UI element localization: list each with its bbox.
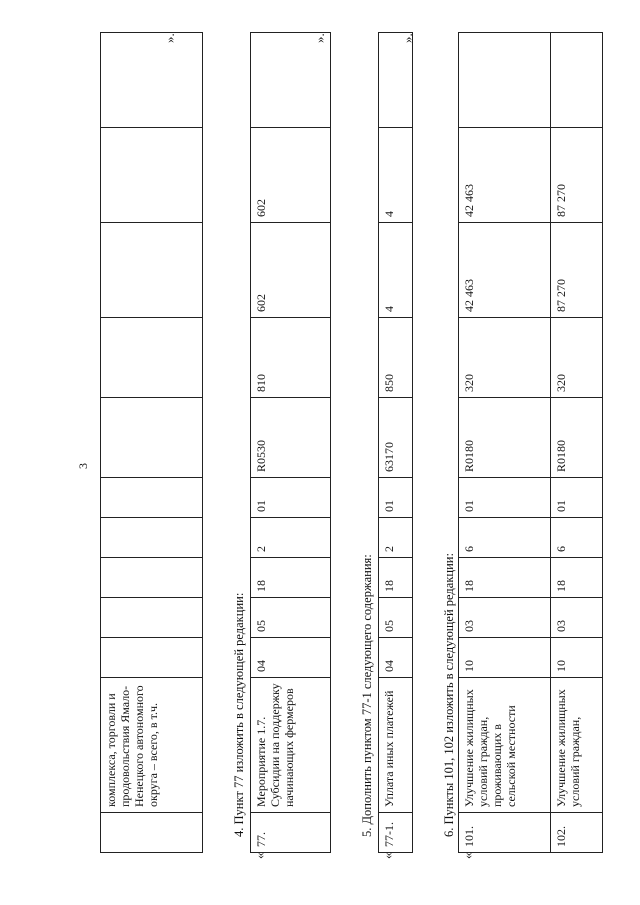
cell: 2 xyxy=(251,518,331,558)
table-101-102 xyxy=(458,32,603,853)
cell: 850 xyxy=(379,318,413,398)
cell: 320 xyxy=(459,318,551,398)
cell: 2 xyxy=(379,518,413,558)
cell: 10 xyxy=(459,638,551,678)
cell xyxy=(459,33,551,128)
cell: 04 xyxy=(379,638,413,678)
table-top xyxy=(100,32,203,853)
cell: 05 xyxy=(379,598,413,638)
cell: Улучшение жилищных условий граждан, проживающих в сельской местности xyxy=(459,678,551,813)
open-quote: « xyxy=(380,852,395,859)
cell: Мероприятие 1.7. Субсидии на поддержку начинающих фермеров xyxy=(251,678,331,813)
cell: 6 xyxy=(459,518,551,558)
cell: Уплата иных платежей xyxy=(379,678,413,813)
cell: 01 xyxy=(459,478,551,518)
table-row xyxy=(551,33,603,853)
cell: 18 xyxy=(251,558,331,598)
section-4-heading: 4. Пункт 77 изложить в следующей редакции: xyxy=(232,592,246,837)
cell xyxy=(101,558,203,598)
cell: 810 xyxy=(251,318,331,398)
cell: 4 xyxy=(379,128,413,223)
cell: 63170 xyxy=(379,398,413,478)
cell: 42 463 xyxy=(459,223,551,318)
table-row xyxy=(459,33,551,853)
table-row xyxy=(101,33,203,853)
cell xyxy=(101,638,203,678)
section-5-heading: 5. Дополнить пунктом 77-1 следующего содержания: xyxy=(360,554,374,837)
cell xyxy=(101,318,203,398)
cell: 05 xyxy=(251,598,331,638)
cell: Улучшение жилищных условий граждан, xyxy=(551,678,603,813)
cell: 602 xyxy=(251,223,331,318)
cell xyxy=(101,478,203,518)
close-quote: ». xyxy=(312,33,327,43)
cell: R0180 xyxy=(551,398,603,478)
cell: 18 xyxy=(379,558,413,598)
cell: 10 xyxy=(551,638,603,678)
section-6-heading: 6. Пункты 101, 102 изложить в следующей редакции: xyxy=(442,553,456,837)
cell: комплекса, торговли и продовольствия Ямало-Ненецкого автономного округа – всего, в т.ч. xyxy=(101,678,203,813)
cell: 01 xyxy=(251,478,331,518)
table-77 xyxy=(250,32,331,853)
cell: 320 xyxy=(551,318,603,398)
cell: 42 463 xyxy=(459,128,551,223)
cell: 6 xyxy=(551,518,603,558)
cell: 602 xyxy=(251,128,331,223)
cell: 102. xyxy=(551,813,603,853)
close-quote: ». xyxy=(400,33,415,43)
cell: 03 xyxy=(459,598,551,638)
table-77-1-block xyxy=(378,93,413,853)
cell: 04 xyxy=(251,638,331,678)
cell: 77-1. xyxy=(379,813,413,853)
table-77-block xyxy=(250,93,331,853)
close-quote: ». xyxy=(162,33,177,43)
table-101-102-block xyxy=(458,93,603,853)
cell: 101. xyxy=(459,813,551,853)
cell xyxy=(101,33,203,128)
cell xyxy=(101,398,203,478)
cell xyxy=(251,33,331,128)
cell: R0180 xyxy=(459,398,551,478)
page-number: 3 xyxy=(76,463,90,469)
cell xyxy=(101,223,203,318)
cell: R0530 xyxy=(251,398,331,478)
cell: 18 xyxy=(551,558,603,598)
open-quote: « xyxy=(460,852,475,859)
table-top-block xyxy=(100,93,203,853)
cell xyxy=(551,33,603,128)
cell: 01 xyxy=(379,478,413,518)
cell xyxy=(101,813,203,853)
table-row xyxy=(251,33,331,853)
cell xyxy=(379,33,413,128)
table-row xyxy=(379,33,413,853)
table-77-1 xyxy=(378,32,413,853)
cell xyxy=(101,518,203,558)
cell: 4 xyxy=(379,223,413,318)
cell: 18 xyxy=(459,558,551,598)
cell: 01 xyxy=(551,478,603,518)
cell: 87 270 xyxy=(551,128,603,223)
cell: 87 270 xyxy=(551,223,603,318)
cell xyxy=(101,128,203,223)
cell xyxy=(101,598,203,638)
cell: 03 xyxy=(551,598,603,638)
cell: 77. xyxy=(251,813,331,853)
open-quote: « xyxy=(252,852,267,859)
